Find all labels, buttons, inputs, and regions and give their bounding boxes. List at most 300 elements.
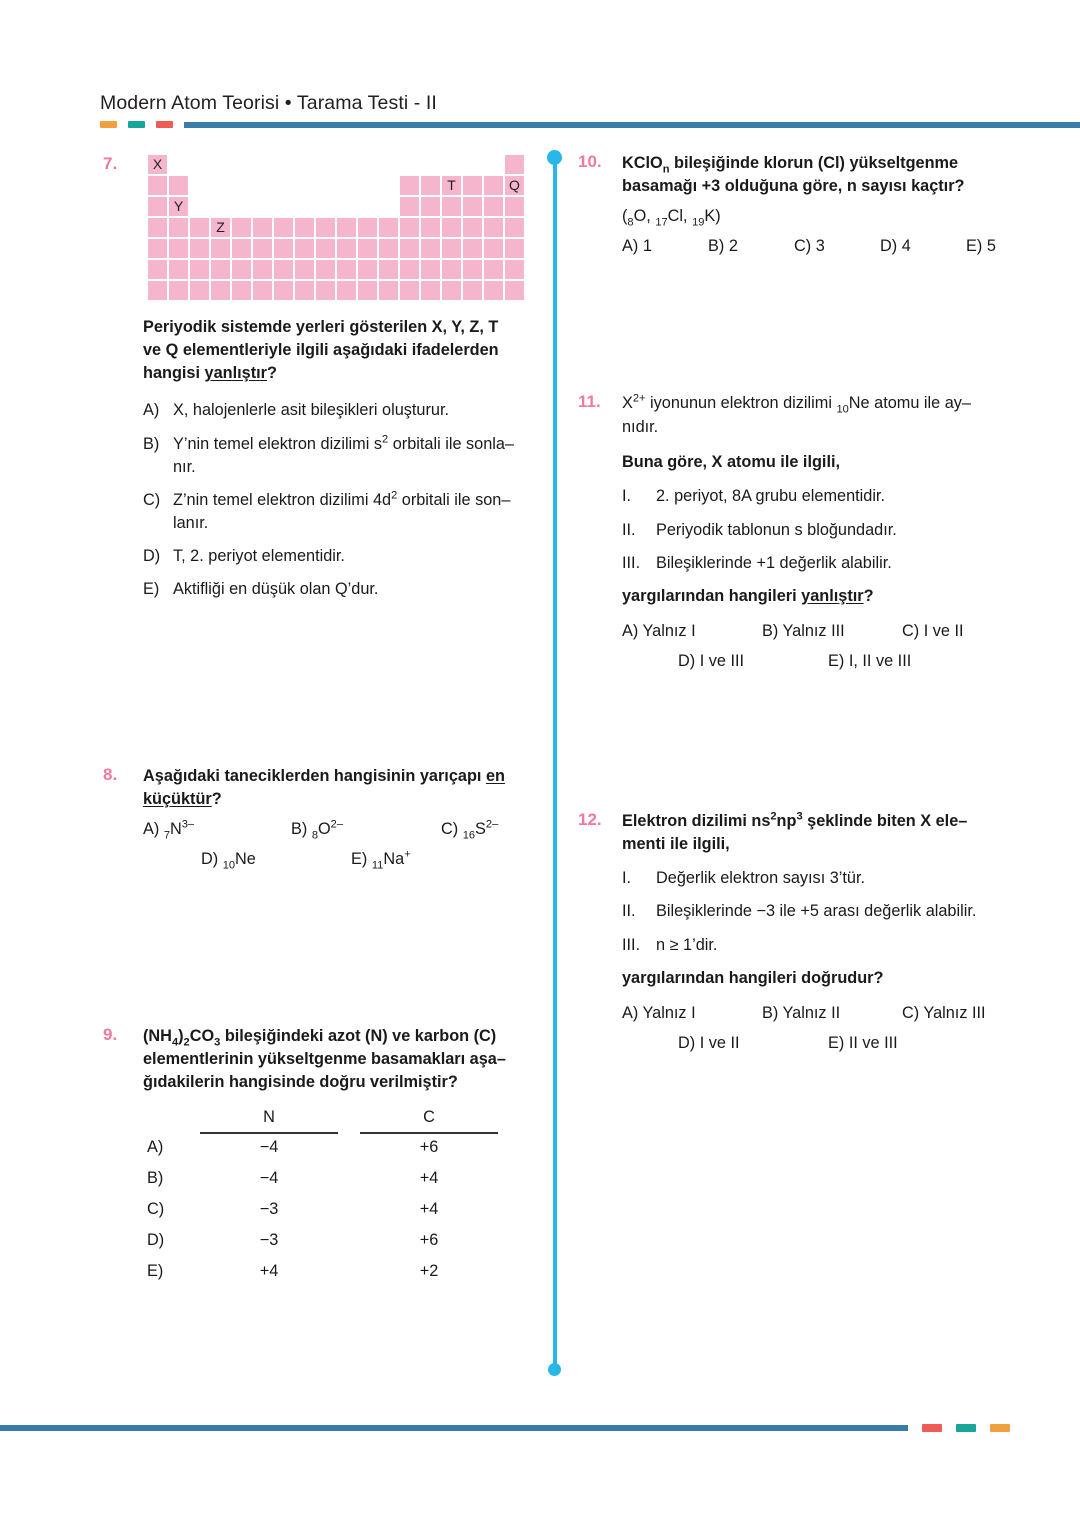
option-e-key: E) bbox=[828, 651, 845, 670]
option-b-text: Yalnız III bbox=[782, 621, 845, 640]
column-divider bbox=[553, 152, 557, 1370]
ptable-cell-g10r4 bbox=[336, 217, 357, 238]
table-header-n: N bbox=[263, 1108, 275, 1127]
q11-text2: Ne atomu ile ay– bbox=[848, 394, 971, 412]
table-cell-c: +4 bbox=[419, 1199, 439, 1218]
ptable-cell-g15r3 bbox=[441, 196, 462, 217]
option-c-sup: 2 bbox=[391, 489, 398, 502]
q9-formula-part2: ) bbox=[178, 1027, 184, 1045]
option-d[interactable] bbox=[678, 1034, 828, 1053]
option-d-key: D) bbox=[678, 651, 696, 670]
option-e-text: I, II ve III bbox=[848, 651, 912, 670]
q9-formula-part1: (NH bbox=[143, 1027, 172, 1045]
statement-i-text: 2. periyot, 8A grubu elementidir. bbox=[656, 487, 885, 506]
ptable-cell-g9r4 bbox=[315, 217, 336, 238]
ptable-cell-g14r7 bbox=[420, 280, 441, 301]
question-11-number: 11. bbox=[578, 392, 601, 411]
statement-ii-text: Bileşiklerinde −3 ile +5 arası değerlik alabilir. bbox=[656, 902, 977, 921]
option-e[interactable] bbox=[966, 237, 996, 256]
option-d-key: D) bbox=[880, 236, 898, 255]
ptable-cell-g16r6 bbox=[462, 259, 483, 280]
option-e-sub: 11 bbox=[371, 859, 384, 872]
question-10-number: 10. bbox=[578, 152, 602, 171]
ptable-cell-g17r5 bbox=[483, 238, 504, 259]
question-11-stem bbox=[622, 392, 1010, 439]
ptable-cell-Y: Y bbox=[168, 196, 189, 217]
option-e[interactable] bbox=[143, 578, 543, 601]
question-7-stem-line2: ve Q elementleriyle ilgili aşağıdaki ifadelerden bbox=[143, 341, 499, 360]
question-7-stem-line1: Periyodik sistemde yerleri gösterilen X, Y, Z, T bbox=[143, 318, 499, 336]
option-a-key: A) bbox=[622, 1003, 639, 1022]
option-a-key: A) bbox=[143, 401, 160, 420]
q8-stem-pre: Aşağıdaki taneciklerden hangisinin yarıçapı bbox=[143, 767, 486, 785]
option-e-key: E) bbox=[143, 580, 160, 599]
question-9-stem-line3: ğıdakilerin hangisinde doğru verilmiştir? bbox=[143, 1073, 458, 1092]
table-cell-n: −4 bbox=[259, 1137, 279, 1156]
statement-ii bbox=[622, 900, 1010, 923]
table-row-key: A) bbox=[147, 1137, 164, 1156]
question-10-options bbox=[622, 237, 1010, 256]
statement-i bbox=[622, 867, 1010, 890]
question-9 bbox=[103, 1025, 543, 1293]
ptable-cell-g2r7 bbox=[168, 280, 189, 301]
q12-stem-rest1: şeklinde biten X ele– bbox=[802, 812, 968, 830]
question-8 bbox=[103, 765, 543, 1025]
q11-ask-post: ? bbox=[863, 586, 874, 605]
option-c-key: C) bbox=[794, 236, 812, 255]
option-c-key: C) bbox=[143, 490, 161, 509]
option-b-pre: Y’nin temel elektron dizilimi s bbox=[173, 434, 383, 453]
q11-ne-sub: 10 bbox=[836, 403, 849, 416]
table-row[interactable] bbox=[147, 1262, 543, 1293]
header-bar bbox=[184, 122, 1080, 128]
ptable-cell-g11r7 bbox=[357, 280, 378, 301]
question-9-number: 9. bbox=[103, 1025, 118, 1044]
table-row[interactable] bbox=[147, 1138, 543, 1169]
statement-iii-text: Bileşiklerinde +1 değerlik alabilir. bbox=[656, 553, 892, 572]
ptable-cell-g13r6 bbox=[399, 259, 420, 280]
ptable-cell-g10r7 bbox=[336, 280, 357, 301]
option-c-post: orbitali ile son– bbox=[397, 490, 511, 509]
question-10-stem bbox=[622, 152, 1010, 198]
option-b[interactable] bbox=[143, 433, 543, 479]
option-b-key: B) bbox=[708, 236, 725, 255]
ptable-cell-g11r5 bbox=[357, 238, 378, 259]
option-c[interactable] bbox=[143, 489, 543, 535]
ptable-cell-g17r2 bbox=[483, 175, 504, 196]
ptable-cell-Q: Q bbox=[504, 175, 525, 196]
ptable-cell-g1r6 bbox=[147, 259, 168, 280]
option-a-sup: 3– bbox=[181, 818, 195, 831]
option-e-text: Aktifliği en düşük olan Q’dur. bbox=[173, 580, 379, 599]
option-b-text: 2 bbox=[728, 236, 738, 255]
option-d-key: D) bbox=[678, 1033, 696, 1052]
option-e-symbol: Na bbox=[383, 850, 405, 869]
option-a[interactable] bbox=[622, 1004, 762, 1023]
option-e-key: E) bbox=[351, 850, 368, 869]
q11-symbol-sup: 2+ bbox=[632, 392, 646, 405]
option-e[interactable] bbox=[828, 652, 911, 671]
option-e-key: E) bbox=[966, 236, 983, 255]
option-b-post: orbitali ile sonla– bbox=[388, 434, 515, 453]
ptable-cell-Z: Z bbox=[210, 217, 231, 238]
ptable-cell-g11r4 bbox=[357, 217, 378, 238]
ptable-cell-T: T bbox=[441, 175, 462, 196]
ptable-cell-g5r6 bbox=[231, 259, 252, 280]
question-7-stem bbox=[143, 316, 543, 385]
q9-stem-rest1: bileşiğindeki azot (N) ve karbon (C) bbox=[220, 1027, 497, 1045]
left-column bbox=[103, 152, 543, 1293]
ptable-cell-g7r5 bbox=[273, 238, 294, 259]
question-11-ask bbox=[622, 585, 1010, 608]
table-cell-n: +4 bbox=[259, 1261, 279, 1280]
right-column bbox=[578, 152, 1010, 1053]
table-cell-c: +6 bbox=[419, 1137, 439, 1156]
table-cell-c: +2 bbox=[419, 1261, 439, 1280]
q10-given-sub2: 17 bbox=[655, 216, 668, 229]
ptable-cell-g17r6 bbox=[483, 259, 504, 280]
option-d-sub: 10 bbox=[222, 859, 236, 872]
table-rule-n bbox=[200, 1132, 338, 1133]
q11-ask-underlined: yanlıştır bbox=[801, 586, 864, 605]
table-rule-c bbox=[360, 1132, 498, 1133]
option-e-sup: + bbox=[404, 848, 411, 861]
ptable-cell-g12r6 bbox=[378, 259, 399, 280]
ptable-cell-g13r2 bbox=[399, 175, 420, 196]
ptable-cell-g8r7 bbox=[294, 280, 315, 301]
ptable-cell-g7r7 bbox=[273, 280, 294, 301]
q11-text3: nıdır. bbox=[622, 417, 659, 436]
question-9-answer-table bbox=[147, 1108, 543, 1292]
ptable-cell-g6r6 bbox=[252, 259, 273, 280]
question-10 bbox=[578, 152, 1010, 392]
ptable-cell-g16r5 bbox=[462, 238, 483, 259]
ptable-cell-g1r7 bbox=[147, 280, 168, 301]
table-cell-c: +6 bbox=[419, 1230, 439, 1249]
option-c-text: I ve II bbox=[923, 621, 964, 640]
ptable-cell-g7r4 bbox=[273, 217, 294, 238]
ptable-cell-g18r5 bbox=[504, 238, 525, 259]
ptable-cell-g18r3 bbox=[504, 196, 525, 217]
option-c[interactable] bbox=[441, 818, 499, 842]
ptable-cell-g8r4 bbox=[294, 217, 315, 238]
statement-iii-text: n ≥ 1’dir. bbox=[656, 935, 718, 954]
ptable-cell-g17r4 bbox=[483, 217, 504, 238]
q10-stem-rest2: basamağı +3 olduğuna göre, n sayısı kaçtır? bbox=[622, 177, 965, 196]
table-row[interactable] bbox=[147, 1231, 543, 1262]
ptable-cell-g6r7 bbox=[252, 280, 273, 301]
question-9-stem-line1 bbox=[143, 1025, 543, 1048]
option-d-text: I ve III bbox=[699, 651, 745, 670]
table-row-key: D) bbox=[147, 1230, 165, 1249]
option-c-text: 3 bbox=[815, 236, 825, 255]
ptable-cell-g3r4 bbox=[189, 217, 210, 238]
ptable-cell-g10r5 bbox=[336, 238, 357, 259]
question-7 bbox=[103, 154, 543, 754]
q8-stem-post: ? bbox=[211, 790, 222, 809]
statement-iii bbox=[622, 934, 1010, 957]
footer-dash-teal bbox=[956, 1424, 976, 1432]
option-a[interactable] bbox=[143, 399, 543, 422]
statement-i-key: I. bbox=[622, 487, 632, 506]
option-b-sup: 2– bbox=[330, 818, 343, 831]
option-a[interactable] bbox=[622, 237, 708, 256]
q12-config-sup2: 3 bbox=[796, 810, 803, 823]
question-12-statements bbox=[622, 867, 1010, 956]
statement-ii-text: Periyodik tablonun s bloğundadır. bbox=[656, 520, 897, 539]
ptable-cell-g16r2 bbox=[462, 175, 483, 196]
ptable-cell-g1r2 bbox=[147, 175, 168, 196]
option-b-key: B) bbox=[762, 621, 779, 640]
table-row-key: C) bbox=[147, 1199, 165, 1218]
ptable-cell-g14r6 bbox=[420, 259, 441, 280]
ptable-cell-g13r5 bbox=[399, 238, 420, 259]
ptable-cell-g4r7 bbox=[210, 280, 231, 301]
option-b[interactable] bbox=[708, 237, 794, 256]
option-b[interactable] bbox=[291, 818, 441, 842]
page-footer bbox=[0, 1424, 1010, 1432]
option-a-key: A) bbox=[143, 820, 160, 839]
header-dash-teal bbox=[128, 121, 145, 128]
q10-given-t1: O, bbox=[633, 207, 656, 226]
option-c-key: C) bbox=[902, 621, 920, 640]
ptable-cell-g9r7 bbox=[315, 280, 336, 301]
ptable-cell-g6r4 bbox=[252, 217, 273, 238]
option-d-text: T, 2. periyot elementidir. bbox=[173, 547, 345, 566]
question-11-options-row2 bbox=[622, 652, 1010, 671]
option-a-key: A) bbox=[622, 236, 639, 255]
option-a-text: Yalnız I bbox=[642, 621, 696, 640]
footer-dash-red bbox=[922, 1424, 942, 1432]
option-a-symbol: N bbox=[169, 820, 182, 839]
option-d-key: D) bbox=[143, 547, 161, 566]
q10-stem-rest1: bileşiğinde klorun (Cl) yükseltgenme bbox=[669, 154, 959, 172]
question-12-ask: yargılarından hangileri doğrudur? bbox=[622, 968, 884, 987]
ptable-cell-g17r7 bbox=[483, 280, 504, 301]
question-12-options-row2 bbox=[622, 1034, 1010, 1053]
ptable-cell-X: X bbox=[147, 154, 168, 175]
ptable-cell-g14r2 bbox=[420, 175, 441, 196]
statement-i bbox=[622, 485, 1010, 508]
statement-i-text: Değerlik elektron sayısı 3’tür. bbox=[656, 869, 866, 888]
option-e-text: 5 bbox=[986, 236, 996, 255]
q12-config-sup1: 2 bbox=[770, 810, 777, 823]
ptable-cell-g11r6 bbox=[357, 259, 378, 280]
q8-stem-underlined-1: en bbox=[485, 767, 505, 785]
ptable-cell-g2r2 bbox=[168, 175, 189, 196]
option-d-key: D) bbox=[201, 850, 219, 869]
footer-bar bbox=[0, 1425, 908, 1431]
option-b[interactable] bbox=[762, 622, 902, 641]
table-header-c: C bbox=[423, 1108, 435, 1127]
ptable-cell-g5r5 bbox=[231, 238, 252, 259]
ptable-cell-g16r3 bbox=[462, 196, 483, 217]
q7-stem-underlined: yanlıştır bbox=[204, 364, 267, 383]
question-12 bbox=[578, 810, 1010, 1053]
footer-dash-orange bbox=[990, 1424, 1010, 1432]
ptable-cell-g2r6 bbox=[168, 259, 189, 280]
table-row[interactable] bbox=[147, 1169, 543, 1200]
ptable-cell-g2r5 bbox=[168, 238, 189, 259]
page-header bbox=[100, 92, 1080, 115]
ptable-cell-g4r5 bbox=[210, 238, 231, 259]
statement-ii-key: II. bbox=[622, 520, 636, 539]
option-b-key: B) bbox=[762, 1003, 779, 1022]
option-b-sup: 2 bbox=[382, 433, 389, 446]
question-11 bbox=[578, 392, 1010, 792]
ptable-cell-g17r3 bbox=[483, 196, 504, 217]
ptable-cell-g8r5 bbox=[294, 238, 315, 259]
q10-given-sub3: 19 bbox=[692, 216, 705, 229]
table-cell-n: −3 bbox=[259, 1199, 279, 1218]
question-11-options-row1 bbox=[622, 622, 1010, 641]
table-cell-n: −3 bbox=[259, 1230, 279, 1249]
option-d[interactable] bbox=[678, 652, 828, 671]
table-row-key: B) bbox=[147, 1168, 164, 1187]
option-c-sub: 16 bbox=[462, 829, 476, 842]
option-b-cont: nır. bbox=[173, 457, 196, 476]
option-b-sub: 8 bbox=[311, 829, 318, 842]
table-header-row bbox=[147, 1108, 543, 1132]
statement-ii bbox=[622, 519, 1010, 542]
option-c-cont: lanır. bbox=[173, 513, 209, 532]
q9-formula-sub1: 4 bbox=[171, 1036, 179, 1049]
ptable-cell-g12r5 bbox=[378, 238, 399, 259]
option-a[interactable] bbox=[143, 818, 291, 842]
q9-formula-sub2: 2 bbox=[183, 1036, 190, 1049]
ptable-cell-g18r6 bbox=[504, 259, 525, 280]
ptable-cell-g1r5 bbox=[147, 238, 168, 259]
ptable-cell-g10r6 bbox=[336, 259, 357, 280]
ptable-cell-g14r5 bbox=[420, 238, 441, 259]
question-11-lead: Buna göre, X atomu ile ilgili, bbox=[622, 453, 841, 472]
q10-given-t2: Cl, bbox=[667, 207, 693, 226]
ptable-cell-g15r6 bbox=[441, 259, 462, 280]
ptable-cell-g14r4 bbox=[420, 217, 441, 238]
option-a-sub: 7 bbox=[163, 829, 170, 842]
statement-iii-key: III. bbox=[622, 553, 641, 572]
question-12-options-row1 bbox=[622, 1004, 1010, 1023]
option-c[interactable] bbox=[794, 237, 880, 256]
option-b[interactable] bbox=[762, 1004, 902, 1023]
ptable-cell-g1r4 bbox=[147, 217, 168, 238]
option-d[interactable] bbox=[201, 850, 351, 872]
question-10-given bbox=[622, 205, 1010, 229]
option-a-text: X, halojenlerle asit bileşikleri oluşturur. bbox=[173, 401, 450, 420]
option-e[interactable] bbox=[828, 1034, 898, 1053]
ptable-cell-g3r6 bbox=[189, 259, 210, 280]
option-c[interactable] bbox=[902, 622, 964, 641]
option-a[interactable] bbox=[622, 622, 762, 641]
question-8-stem bbox=[143, 765, 543, 811]
ptable-cell-g15r4 bbox=[441, 217, 462, 238]
ptable-cell-g6r5 bbox=[252, 238, 273, 259]
ptable-cell-g13r7 bbox=[399, 280, 420, 301]
option-b-text bbox=[173, 433, 543, 479]
table-row-key: E) bbox=[147, 1261, 164, 1280]
option-d-text: 4 bbox=[901, 236, 911, 255]
ptable-cell-g15r7 bbox=[441, 280, 462, 301]
option-a-text: Yalnız I bbox=[642, 1003, 696, 1022]
q8-stem-underlined-2: küçüktür bbox=[143, 790, 212, 809]
option-b-symbol: O bbox=[317, 820, 331, 839]
option-d[interactable] bbox=[880, 237, 966, 256]
ptable-cell-g16r4 bbox=[462, 217, 483, 238]
q10-formula-sub: n bbox=[662, 163, 670, 176]
q10-given-sub1: 8 bbox=[627, 216, 634, 229]
q12-config-part1: Elektron dizilimi ns bbox=[622, 812, 771, 830]
option-c-text: Yalnız III bbox=[923, 1003, 986, 1022]
option-c-pre: Z’nin temel elektron dizilimi 4d bbox=[173, 490, 392, 509]
ptable-cell-g15r5 bbox=[441, 238, 462, 259]
question-8-options-row1 bbox=[143, 818, 543, 842]
ptable-cell-g2r4 bbox=[168, 217, 189, 238]
header-dash-orange bbox=[100, 121, 117, 128]
ptable-cell-g16r7 bbox=[462, 280, 483, 301]
option-c-sup: 2– bbox=[485, 818, 499, 831]
ptable-cell-g1r3 bbox=[147, 196, 168, 217]
table-header-spacer bbox=[147, 1108, 189, 1132]
option-c-text bbox=[173, 489, 543, 535]
ptable-cell-g3r5 bbox=[189, 238, 210, 259]
question-7-options bbox=[143, 399, 543, 601]
q10-given-open: ( bbox=[622, 207, 628, 226]
ptable-cell-g18r1 bbox=[504, 154, 525, 175]
q12-config-part2: np bbox=[776, 812, 797, 830]
option-b-key: B) bbox=[143, 434, 160, 453]
option-c-symbol: S bbox=[475, 820, 486, 839]
table-row[interactable] bbox=[147, 1200, 543, 1231]
question-8-options-row2 bbox=[143, 848, 543, 872]
table-cell-n: −4 bbox=[259, 1168, 279, 1187]
option-d[interactable] bbox=[143, 545, 543, 568]
ptable-cell-g18r4 bbox=[504, 217, 525, 238]
ptable-cell-g12r4 bbox=[378, 217, 399, 238]
ptable-cell-g7r6 bbox=[273, 259, 294, 280]
table-header-rules bbox=[147, 1132, 543, 1133]
option-b-text: Yalnız II bbox=[782, 1003, 841, 1022]
question-7-number: 7. bbox=[103, 154, 118, 173]
option-e[interactable] bbox=[351, 848, 411, 872]
ptable-cell-g3r7 bbox=[189, 280, 210, 301]
option-d-text: I ve II bbox=[699, 1033, 740, 1052]
divider-dot-bottom bbox=[548, 1363, 561, 1376]
option-c[interactable] bbox=[902, 1004, 986, 1023]
option-d-symbol: Ne bbox=[235, 850, 256, 869]
option-c-key: C) bbox=[441, 820, 459, 839]
q9-formula-sub3: 3 bbox=[214, 1036, 221, 1049]
ptable-cell-g18r7 bbox=[504, 280, 525, 301]
question-12-number: 12. bbox=[578, 810, 602, 829]
question-7-stem-line3 bbox=[143, 362, 543, 385]
ptable-cell-g5r4 bbox=[231, 217, 252, 238]
option-e-key: E) bbox=[828, 1033, 845, 1052]
ptable-cell-g12r7 bbox=[378, 280, 399, 301]
ptable-cell-g8r6 bbox=[294, 259, 315, 280]
statement-i-key: I. bbox=[622, 869, 632, 888]
ptable-cell-g9r5 bbox=[315, 238, 336, 259]
table-cell-c: +4 bbox=[419, 1168, 439, 1187]
statement-iii bbox=[622, 552, 1010, 575]
q9-formula-part3: CO bbox=[189, 1027, 215, 1045]
question-9-stem bbox=[143, 1025, 543, 1094]
option-a-key: A) bbox=[622, 621, 639, 640]
option-b-key: B) bbox=[291, 820, 308, 839]
header-dash-red bbox=[156, 121, 173, 128]
question-9-stem-line2: elementlerinin yükseltgenme basamakları aşa– bbox=[143, 1050, 506, 1069]
option-a-text: 1 bbox=[642, 236, 652, 255]
statement-iii-key: III. bbox=[622, 935, 641, 954]
